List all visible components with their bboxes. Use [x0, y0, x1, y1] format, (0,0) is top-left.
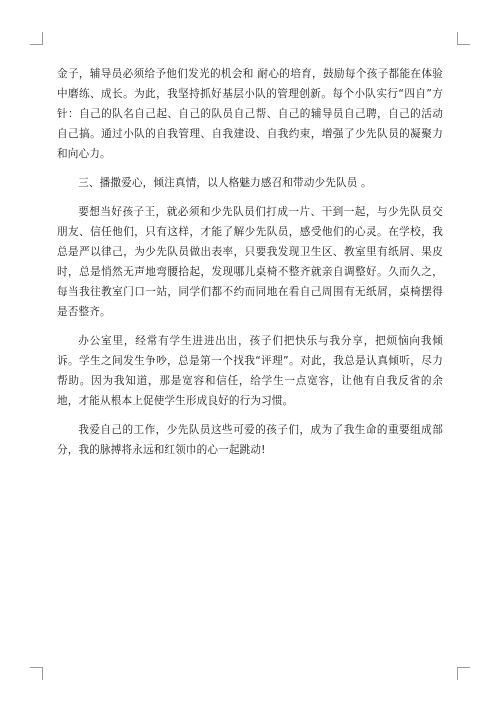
- crop-mark-bottom-left: [30, 667, 43, 680]
- document-body: [57, 64, 443, 469]
- section-heading: 三、播撒爱心，倾注真情，以人格魅力感召和带动少先队员 。: [78, 177, 372, 189]
- paragraph: 办公室里，经常有学生进进出出，孩子们把快乐与我分享，把烦恼向我倾诉。学生之间发生争吵，总是第一个找我“评理”。对此，我总是认真倾听，尽力帮助。因为我知道，那是宽容和信任，给学生一点宽容，让他有自我反省的余地，才能从根本上促使学生形成良好的行为习惯。: [57, 335, 443, 407]
- crop-mark-bottom-right: [457, 667, 470, 680]
- paragraph: 要想当好孩子王，就必须和少先队员们打成一片、干到一起，与少先队员交朋友、信任他们，只有这样，才能了解少先队员，感受他们的心灵。在学校，我总是严以律己，为少先队员做出表率，只要我发现卫生区、教室里有纸屑、果皮时，总是悄然无声地弯腰拾起，发现哪儿桌椅不整齐就亲自调整好。久而久之，每当我往教室门口一站，同学们都不约而同地在看自己周围有无纸屑，桌椅摆得是否整齐。: [57, 206, 443, 318]
- paragraph-continuation: 金子，辅导员必须给予他们发光的机会和 耐心的培育，鼓励每个孩子都能在体验中磨练、成长。为此，我坚持抓好基层小队的管理创新。每个小队实行“四自”方针：自己的队名自己起、自己的队员自己帮、自己的辅导员自己聘，自己的活动自己搞。通过小队的自我管理、自我建设、自我约束，增强了少先队员的凝聚力和向心力。: [57, 68, 443, 160]
- crop-mark-top-right: [457, 32, 470, 45]
- crop-mark-top-left: [30, 32, 43, 45]
- paragraph: 我爱自己的工作，少先队员这些可爱的孩子们，成为了我生命的重要组成部分，我的脉搏将永远和红领巾的心一起跳动!: [57, 424, 443, 456]
